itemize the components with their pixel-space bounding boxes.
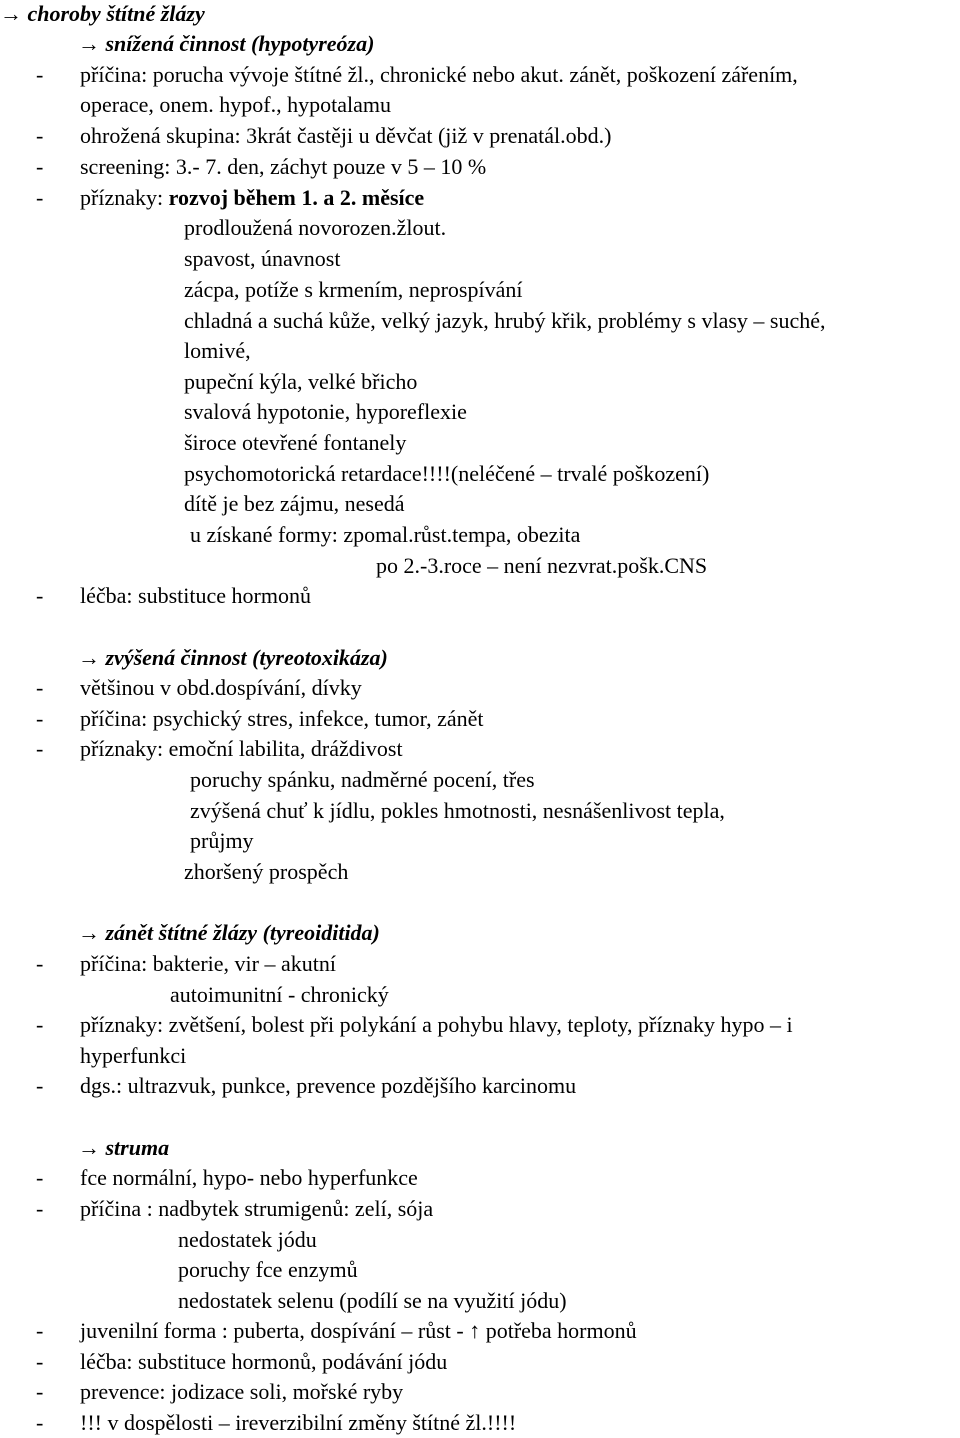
symptom-item: svalová hypotonie, hyporeflexie (184, 399, 467, 424)
bullet-dash: - (36, 1349, 44, 1374)
symptom-item: po 2.-3.roce – není nezvrat.pošk.CNS (376, 553, 708, 578)
symptoms-label: příznaky: (80, 185, 169, 210)
symptom-item: chladná a suchá kůže, velký jazyk, hrubý křik, problémy s vlasy – suché, (184, 308, 826, 333)
bullet-dash: - (36, 583, 44, 608)
line-symptoms-cont: hyperfunkci (80, 1043, 187, 1068)
line-cause-cont: operace, onem. hypof., hypotalamu (80, 92, 391, 117)
line-cause: příčina: bakterie, vir – akutní (80, 951, 336, 976)
symptoms-onset: rozvoj během 1. a 2. měsíce (168, 185, 425, 210)
bullet-dash: - (36, 62, 44, 87)
symptom-item: u získané formy: zpomal.růst.tempa, obezita (190, 522, 581, 547)
line-juvenile-form: juvenilní forma : puberta, dospívání – růst - ↑ potřeba hormonů (80, 1318, 637, 1343)
cause-item: poruchy fce enzymů (178, 1257, 358, 1282)
symptom-item-cont: lomivé, (184, 338, 251, 363)
bullet-dash: - (36, 951, 44, 976)
symptom-item-cont: průjmy (190, 828, 254, 853)
bullet-dash: - (36, 185, 44, 210)
section-heading-thyrotoxicosis: → zvýšená činnost (tyreotoxikáza) (78, 645, 388, 670)
bullet-dash: - (36, 736, 44, 761)
section-heading-thyroiditis: → zánět štítné žlázy (tyreoiditida) (78, 920, 380, 945)
bullet-dash: - (36, 123, 44, 148)
section-heading-hypothyroidism: → snížená činnost (hypotyreóza) (78, 31, 375, 56)
bullet-dash: - (36, 1379, 44, 1404)
line-function: fce normální, hypo- nebo hyperfunkce (80, 1165, 418, 1190)
line-diagnostics: dgs.: ultrazvuk, punkce, prevence pozdějšího karcinomu (80, 1073, 577, 1098)
symptom-item: zácpa, potíže s krmením, neprospívání (184, 277, 523, 302)
section-heading-struma: → struma (78, 1135, 170, 1160)
line-risk-group: ohrožená skupina: 3krát častěji u děvčat (již v prenatál.obd.) (80, 123, 612, 148)
line-treatment: léčba: substituce hormonů (80, 583, 311, 608)
bullet-dash: - (36, 706, 44, 731)
bullet-dash: - (36, 1012, 44, 1037)
symptom-item: široce otevřené fontanely (184, 430, 407, 455)
line-cause: příčina: porucha vývoje štítné žl., chronické nebo akut. zánět, poškození zářením, (80, 62, 798, 87)
line-symptoms: příznaky: emoční labilita, dráždivost (80, 736, 403, 761)
line-occurrence: většinou v obd.dospívání, dívky (80, 675, 362, 700)
line-symptoms: příznaky: zvětšení, bolest při polykání a pohybu hlavy, teploty, příznaky hypo – i (80, 1012, 793, 1037)
symptom-item: prodloužená novorozen.žlout. (184, 215, 447, 240)
cause-item: nedostatek selenu (podílí se na využití jódu) (178, 1288, 567, 1313)
line-screening: screening: 3.- 7. den, záchyt pouze v 5 – 10 % (80, 154, 487, 179)
line-cause: příčina: psychický stres, infekce, tumor, zánět (80, 706, 484, 731)
bullet-dash: - (36, 1165, 44, 1190)
symptom-item: dítě je bez zájmu, nesedá (184, 491, 405, 516)
line-treatment: léčba: substituce hormonů, podávání jódu (80, 1349, 448, 1374)
line-prevention: prevence: jodizace soli, mořské ryby (80, 1379, 404, 1404)
symptom-item: spavost, únavnost (184, 246, 341, 271)
main-heading: → choroby štítné žlázy (0, 1, 205, 26)
line-cause: příčina : nadbytek strumigenů: zelí, sója (80, 1196, 434, 1221)
bullet-dash: - (36, 1318, 44, 1343)
symptom-item: poruchy spánku, nadměrné pocení, třes (190, 767, 535, 792)
symptom-item: zvýšená chuť k jídlu, pokles hmotnosti, nesnášenlivost tepla, (190, 798, 725, 823)
symptom-item: psychomotorická retardace!!!!(neléčené – trvalé poškození) (184, 461, 710, 486)
symptom-item: zhoršený prospěch (184, 859, 349, 884)
line-adulthood: !!! v dospělosti – ireverzibilní změny štítné žl.!!!! (80, 1410, 517, 1435)
bullet-dash: - (36, 154, 44, 179)
line-symptoms (80, 187, 424, 209)
line-cause-cont: autoimunitní - chronický (170, 982, 389, 1007)
bullet-dash: - (36, 1410, 44, 1435)
bullet-dash: - (36, 675, 44, 700)
bullet-dash: - (36, 1196, 44, 1221)
symptom-item: pupeční kýla, velké břicho (184, 369, 418, 394)
bullet-dash: - (36, 1073, 44, 1098)
cause-item: nedostatek jódu (178, 1227, 317, 1252)
